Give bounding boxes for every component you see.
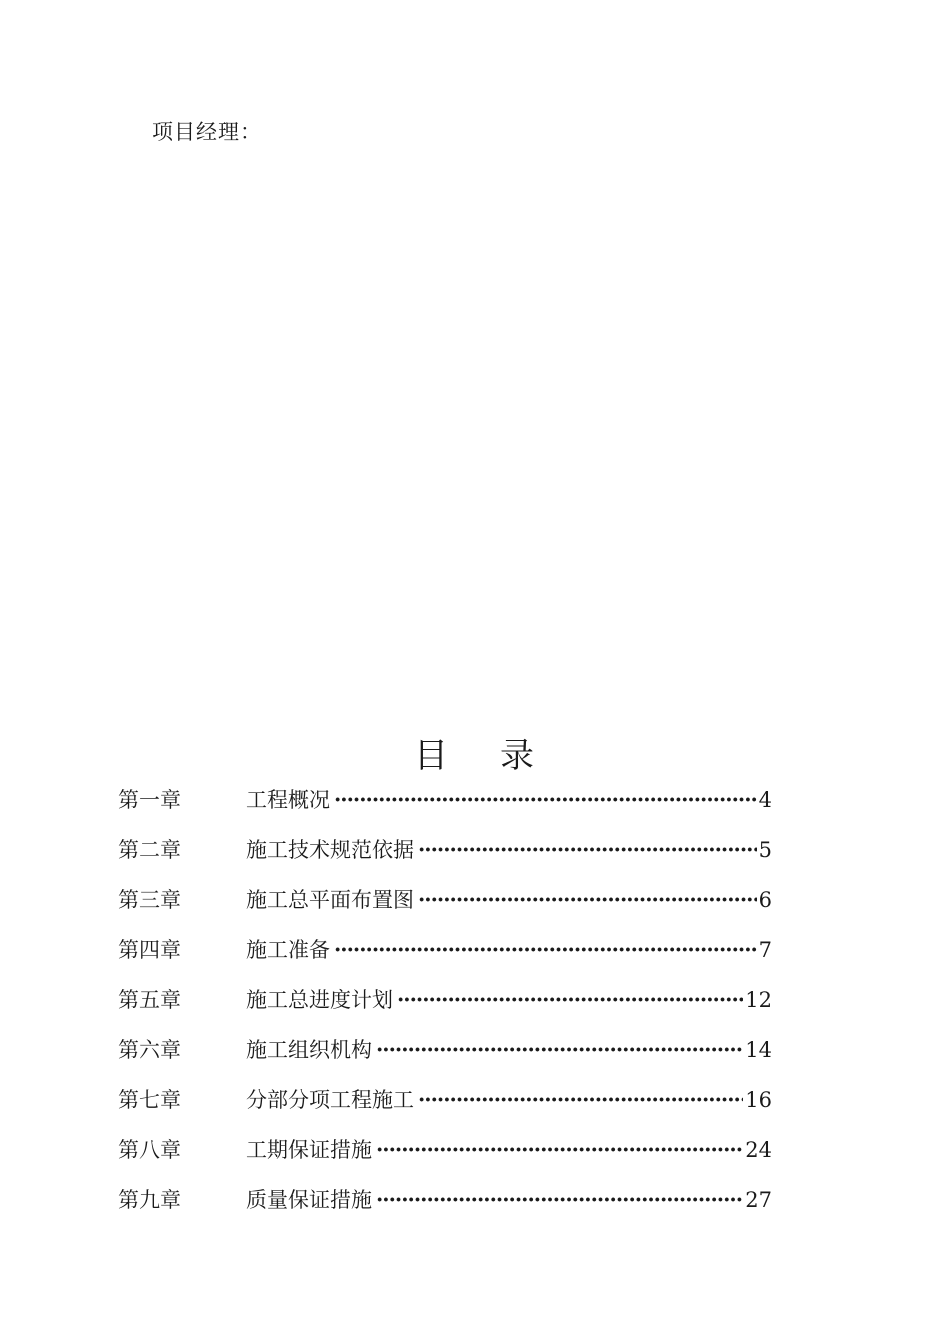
toc-dot-leader [418,1087,743,1112]
toc-entry[interactable] [118,1084,772,1134]
toc-chapter-number: 第四章 [118,938,181,962]
toc-entry[interactable] [118,934,772,984]
toc-page-number: 7 [758,938,772,962]
toc-page-number: 16 [745,1088,772,1112]
toc-chapter-heading: 施工总平面布置图 [246,888,414,912]
toc-chapter-heading: 工期保证措施 [246,1138,372,1162]
toc-page-number: 14 [745,1038,772,1062]
toc-chapter-heading: 分部分项工程施工 [246,1088,414,1112]
toc-chapter-number: 第五章 [118,988,181,1012]
table-of-contents [118,784,772,1234]
toc-page-number: 5 [758,838,772,862]
toc-entry[interactable] [118,1134,772,1184]
toc-entry[interactable] [118,784,772,834]
toc-chapter-number: 第六章 [118,1038,181,1062]
toc-chapter-number: 第七章 [118,1088,181,1112]
toc-entry[interactable] [118,1184,772,1234]
toc-chapter-heading: 施工组织机构 [246,1038,372,1062]
toc-page-number: 4 [758,788,772,812]
toc-dot-leader [376,1037,743,1062]
toc-entry[interactable] [118,1034,772,1084]
toc-chapter-heading: 工程概况 [246,788,330,812]
toc-page-number: 6 [758,888,772,912]
toc-dot-leader [334,787,757,812]
toc-page-number: 27 [745,1188,772,1212]
toc-title-char-2: 录 [500,736,536,776]
toc-entry[interactable] [118,834,772,884]
toc-chapter-heading: 质量保证措施 [246,1188,372,1212]
toc-chapter-number: 第八章 [118,1138,181,1162]
toc-dot-leader [418,837,757,862]
toc-page-number: 24 [745,1138,772,1162]
toc-dot-leader [334,937,757,962]
toc-dot-leader [397,987,743,1012]
toc-page-number: 12 [745,988,772,1012]
toc-title-char-1: 目 [414,736,450,776]
toc-chapter-heading: 施工总进度计划 [246,988,393,1012]
toc-chapter-number: 第九章 [118,1188,181,1212]
project-manager-label: 项目经理： [152,120,262,144]
toc-chapter-heading: 施工技术规范依据 [246,838,414,862]
toc-chapter-number: 第三章 [118,888,181,912]
toc-chapter-heading: 施工准备 [246,938,330,962]
toc-dot-leader [376,1137,743,1162]
toc-chapter-number: 第一章 [118,788,181,812]
toc-chapter-number: 第二章 [118,838,181,862]
toc-entry[interactable] [118,884,772,934]
toc-title [0,728,950,777]
toc-dot-leader [376,1187,743,1212]
toc-entry[interactable] [118,984,772,1034]
toc-dot-leader [418,887,757,912]
